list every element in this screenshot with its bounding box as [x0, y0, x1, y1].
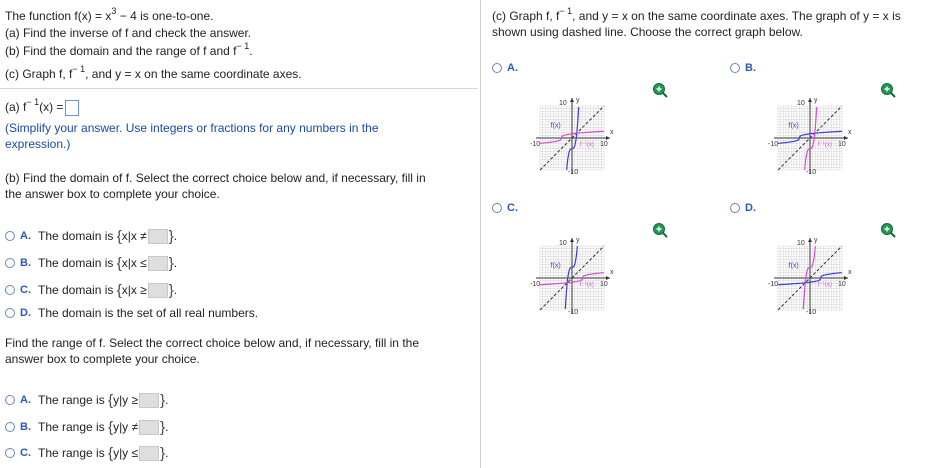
range-choice-c[interactable]: C. The range is { y|y ≤ } . — [5, 444, 168, 462]
tick-label-top: 10 — [559, 240, 567, 247]
problem-line-1: The function $f(x) = x^3 - 4$ is one-to-one. — [5, 6, 214, 23]
y-axis-arrow — [570, 98, 574, 102]
radio-icon[interactable] — [730, 63, 740, 73]
domain-c-input[interactable] — [148, 283, 168, 298]
y-axis-arrow — [570, 238, 574, 242]
tick-label-bottom: -10 — [806, 309, 817, 316]
range-prompt-1: Find the range of f. Select the correct choice below and, if necessary, fill in the — [5, 336, 419, 350]
pane-divider — [480, 0, 481, 468]
divider — [0, 88, 478, 89]
graph-svg — [752, 78, 862, 176]
part-a-hint-2: expression.) — [5, 137, 71, 151]
graph-option-c[interactable]: C. 10 -10 10 -10 x y f(x) f⁻¹(x) — [492, 202, 722, 312]
graph-option-b[interactable]: B. 10 -10 10 -10 x y f(x) f⁻¹(x) — [730, 62, 950, 162]
x-axis-arrow — [844, 276, 848, 280]
tick-label-right: 10 — [838, 281, 846, 288]
inverse-answer-input[interactable] — [65, 100, 79, 116]
f-inverse-label: f⁻¹(x) — [818, 142, 832, 148]
tick-label-left: -10 — [768, 141, 779, 148]
radio-icon[interactable] — [5, 258, 15, 268]
domain-choice-c[interactable]: C. The domain is { x|x ≥ } . — [5, 281, 177, 299]
axis-label-x: x — [848, 129, 852, 136]
x-axis-arrow — [844, 136, 848, 140]
tick-label-left: -10 — [768, 281, 779, 288]
axis-label-x: x — [610, 129, 614, 136]
f-inverse-label: f⁻¹(x) — [580, 142, 594, 148]
zoom-in-icon[interactable] — [652, 82, 668, 98]
graph-pane — [484, 0, 951, 468]
tick-label-bottom: -10 — [806, 169, 817, 176]
zoom-in-icon-handle — [891, 233, 895, 237]
graph-svg — [514, 78, 624, 176]
part-a-hint-1: (Simplify your answer. Use integers or fractions for any numbers in the — [5, 121, 379, 135]
radio-icon[interactable] — [730, 203, 740, 213]
range-choice-a[interactable]: A. The range is { y|y ≥ } . — [5, 391, 168, 409]
f-label: f(x) — [788, 122, 799, 130]
y-axis-arrow — [808, 238, 812, 242]
graph-svg — [752, 218, 862, 316]
tick-label-top: 10 — [797, 240, 805, 247]
graph-prompt-1: (c) Graph f, $f^{- 1}$, and y = x on the same coordinate axes. The graph of y = x is — [492, 6, 901, 23]
tick-label-right: 10 — [600, 141, 608, 148]
radio-icon[interactable] — [5, 448, 15, 458]
axis-label-y: y — [814, 237, 818, 244]
domain-choice-d[interactable]: D. The domain is the set of all real numbers. — [5, 304, 258, 322]
tick-label-left: -10 — [530, 281, 541, 288]
x-axis-arrow — [606, 136, 610, 140]
x-axis-arrow — [606, 276, 610, 280]
zoom-in-icon-handle — [891, 93, 895, 97]
radio-icon[interactable] — [5, 231, 15, 241]
problem-line-4: (c) Graph f, $f^{- 1}$, and y = x on the same coordinate axes. — [5, 64, 302, 81]
range-prompt-2: answer box to complete your choice. — [5, 352, 200, 366]
domain-b-input[interactable] — [148, 256, 168, 271]
tick-label-bottom: -10 — [568, 309, 579, 316]
graph-option-a[interactable]: A. 10 -10 10 -10 x y f(x) f⁻¹(x) — [492, 62, 722, 162]
domain-choice-a[interactable]: A. The domain is { x|x ≠ } . — [5, 227, 177, 245]
f-label: f(x) — [550, 262, 561, 270]
tick-label-top: 10 — [797, 100, 805, 107]
zoom-in-icon-handle — [663, 233, 667, 237]
zoom-in-icon-handle — [663, 93, 667, 97]
range-choice-b[interactable]: B. The range is { y|y ≠ } . — [5, 418, 168, 436]
zoom-in-icon[interactable] — [880, 222, 896, 238]
radio-icon[interactable] — [5, 308, 15, 318]
problem-line-2: (a) Find the inverse of f and check the answer. — [5, 26, 252, 40]
radio-icon[interactable] — [5, 395, 15, 405]
f-inverse-label: f⁻¹(x) — [580, 282, 594, 288]
range-c-input[interactable] — [139, 446, 159, 461]
axis-label-y: y — [576, 237, 580, 244]
radio-icon[interactable] — [5, 285, 15, 295]
graph-svg — [514, 218, 624, 316]
part-a-question: (a) $f^{- 1}(x)$ = — [5, 100, 79, 116]
tick-label-bottom: -10 — [568, 169, 579, 176]
domain-prompt-1: (b) Find the domain of f. Select the correct choice below and, if necessary, fill in — [5, 171, 426, 185]
f-label: f(x) — [550, 122, 561, 130]
zoom-in-icon[interactable] — [652, 222, 668, 238]
range-a-input[interactable] — [139, 393, 159, 408]
zoom-in-icon[interactable] — [880, 82, 896, 98]
range-b-input[interactable] — [139, 420, 159, 435]
axis-label-x: x — [610, 269, 614, 276]
tick-label-left: -10 — [530, 141, 541, 148]
tick-label-right: 10 — [600, 281, 608, 288]
problem-line-3: (b) Find the domain and the range of f and $f^{- 1}$. — [5, 41, 253, 58]
graph-option-d[interactable]: D. 10 -10 10 -10 x y f(x) f⁻¹(x) — [730, 202, 950, 312]
radio-icon[interactable] — [492, 203, 502, 213]
y-axis-arrow — [808, 98, 812, 102]
radio-icon[interactable] — [492, 63, 502, 73]
domain-choice-b[interactable]: B. The domain is { x|x ≤ } . — [5, 254, 177, 272]
graph-prompt-2: shown using dashed line. Choose the correct graph below. — [492, 25, 803, 39]
domain-a-input[interactable] — [148, 229, 168, 244]
axis-label-y: y — [576, 97, 580, 104]
axis-label-x: x — [848, 269, 852, 276]
tick-label-top: 10 — [559, 100, 567, 107]
axis-label-y: y — [814, 97, 818, 104]
f-inverse-label: f⁻¹(x) — [818, 282, 832, 288]
domain-prompt-2: the answer box to complete your choice. — [5, 187, 220, 201]
f-label: f(x) — [788, 262, 799, 270]
tick-label-right: 10 — [838, 141, 846, 148]
radio-icon[interactable] — [5, 422, 15, 432]
